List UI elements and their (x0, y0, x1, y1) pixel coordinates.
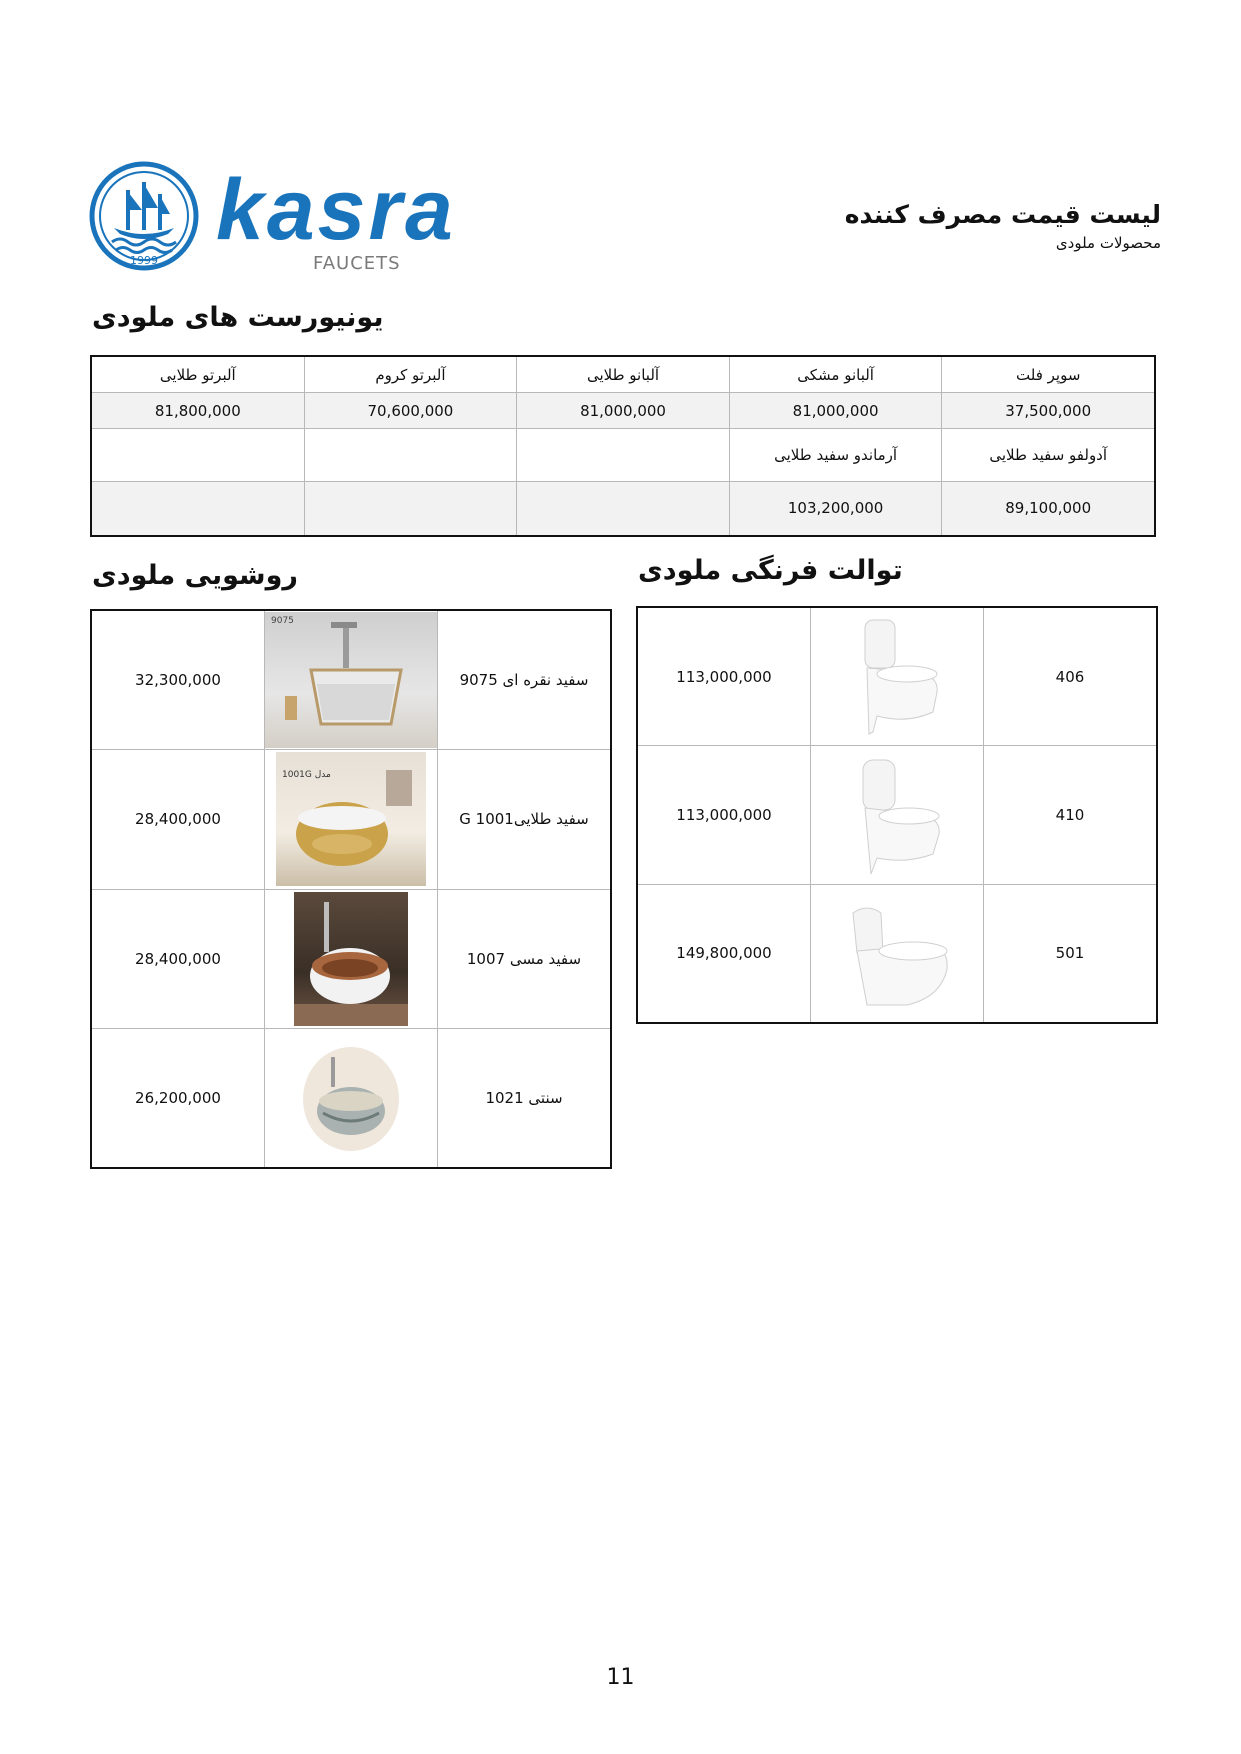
table-cell: سوپر فلت (942, 357, 1155, 393)
table-row (92, 1028, 611, 1167)
table-cell: 103,200,000 (729, 481, 942, 535)
image-cell (811, 884, 984, 1022)
brand-tagline: FAUCETS (313, 253, 401, 274)
name-cell: سفید مسی 1007 (438, 889, 611, 1028)
name-cell: 406 (984, 608, 1157, 746)
image-cell (265, 611, 438, 750)
table-cell: 81,000,000 (729, 393, 942, 429)
toilets-section-title: توالت فرنگی ملودی (638, 555, 903, 586)
toilets-price-table (637, 607, 1157, 1023)
table-cell: آلبرتو کروم (304, 357, 517, 393)
image-cell (811, 746, 984, 884)
table-cell (517, 481, 730, 535)
table-row (638, 746, 1157, 884)
brand-logo (88, 160, 508, 280)
photo-label: 1001G مدل (282, 770, 331, 781)
table-row (92, 357, 1155, 393)
table-cell (92, 481, 305, 535)
basin-photo-9075 (265, 612, 437, 748)
price-cell: 26,200,000 (92, 1028, 265, 1167)
table-cell: 81,800,000 (92, 393, 305, 429)
photo-label: 9075 (271, 616, 294, 627)
table-cell (92, 429, 305, 481)
price-cell: 113,000,000 (638, 608, 811, 746)
image-cell (265, 889, 438, 1028)
price-cell: 113,000,000 (638, 746, 811, 884)
name-cell: سفید طلاییG 1001 (438, 750, 611, 889)
table-row (638, 884, 1157, 1022)
table-cell: آدولفو سفید طلایی (942, 429, 1155, 481)
table-row (92, 481, 1155, 535)
basin-photo-1007 (294, 892, 408, 1026)
table-row (92, 611, 611, 750)
table-row (92, 429, 1155, 481)
price-cell: 149,800,000 (638, 884, 811, 1022)
ship-seal-icon (88, 160, 200, 272)
document-title: لیست قیمت مصرف کننده (844, 200, 1161, 229)
table-row (92, 889, 611, 1028)
table-cell (304, 481, 517, 535)
image-cell (265, 1028, 438, 1167)
table-cell: 70,600,000 (304, 393, 517, 429)
price-cell: 28,400,000 (92, 750, 265, 889)
image-cell (811, 608, 984, 746)
table-row (92, 393, 1155, 429)
basin-photo-1021 (301, 1043, 401, 1153)
table-cell: 81,000,000 (517, 393, 730, 429)
name-cell: سنتی 1021 (438, 1028, 611, 1167)
image-cell (265, 750, 438, 889)
seal-year: 1999 (130, 254, 158, 267)
basins-price-table (91, 610, 611, 1168)
table-cell: 89,100,000 (942, 481, 1155, 535)
name-cell: 501 (984, 884, 1157, 1022)
price-cell: 32,300,000 (92, 611, 265, 750)
price-cell: 28,400,000 (92, 889, 265, 1028)
unirest-section-title: یونیورست های ملودی (92, 302, 384, 333)
table-cell: آلبانو طلایی (517, 357, 730, 393)
table-row (638, 608, 1157, 746)
table-row (92, 750, 611, 889)
name-cell: سفید نقره ای 9075 (438, 611, 611, 750)
page-number: 11 (606, 1665, 635, 1690)
basins-section-title: روشویی ملودی (92, 560, 298, 591)
name-cell: 410 (984, 746, 1157, 884)
toilet-406-photo (847, 612, 947, 742)
table-cell (517, 429, 730, 481)
brand-name: kasra (216, 162, 456, 258)
basin-photo-1001g (276, 752, 426, 886)
document-subtitle: محصولات ملودی (1055, 234, 1161, 252)
table-cell (304, 429, 517, 481)
toilet-501-photo (837, 893, 957, 1013)
table-cell: آرماندو سفید طلایی (729, 429, 942, 481)
toilet-410-photo (847, 750, 947, 880)
unirest-price-table (91, 356, 1155, 536)
table-cell: آلبانو مشکی (729, 357, 942, 393)
table-cell: 37,500,000 (942, 393, 1155, 429)
table-cell: آلبرتو طلایی (92, 357, 305, 393)
